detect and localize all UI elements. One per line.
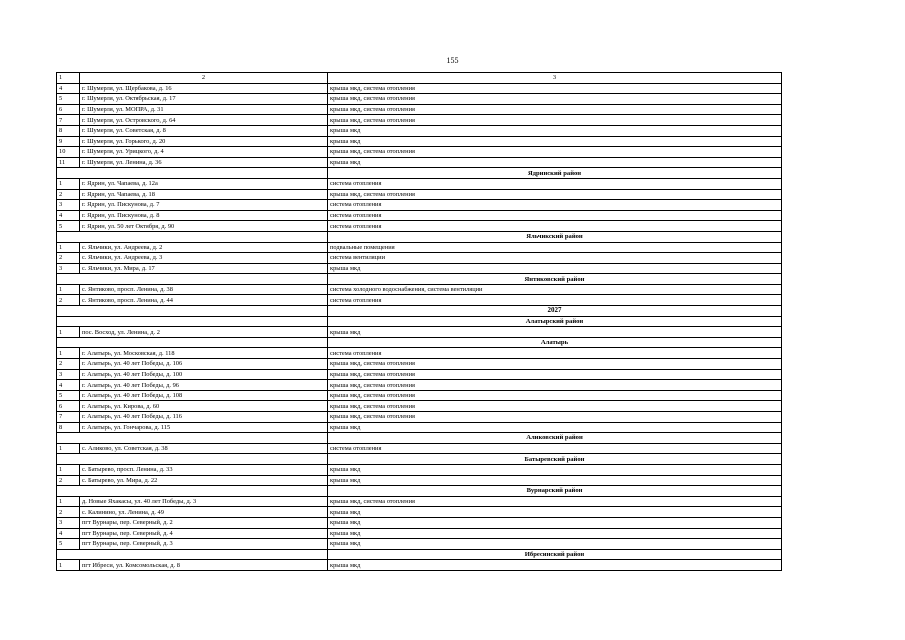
table-row	[57, 284, 782, 295]
address-cell: с. Янтиково, просп. Ленина, д. 44	[80, 295, 328, 306]
district-section-row	[57, 433, 782, 444]
works-cell: крыша мкд, система отопления	[328, 104, 782, 115]
works-cell: крыша мкд	[328, 528, 782, 539]
district-heading: Алатырь	[328, 337, 782, 348]
table-row	[57, 115, 782, 126]
row-number-cell: 1	[57, 242, 80, 253]
address-cell: г. Шумерля, ул. МОПРА, д. 31	[80, 104, 328, 115]
address-cell: г. Ядрин, ул. Пискунова, д. 8	[80, 210, 328, 221]
address-cell: г. Шумерля, ул. Октябрьская, д. 17	[80, 94, 328, 105]
row-number-cell: 1	[57, 464, 80, 475]
works-cell: крыша мкд	[328, 263, 782, 274]
address-cell: г. Алатырь, ул. 40 лет Победы, д. 108	[80, 390, 328, 401]
table-row	[57, 200, 782, 211]
address-cell: с. Янтиково, просп. Ленина, д. 38	[80, 284, 328, 295]
address-cell: пгт Ибреси, ул. Комсомольская, д. 8	[80, 560, 328, 571]
address-cell: г. Шумерля, ул. Горького, д. 20	[80, 136, 328, 147]
district-heading: Вурнарский район	[328, 486, 782, 497]
row-number-cell: 8	[57, 125, 80, 136]
row-number-cell: 2	[57, 253, 80, 264]
works-cell: система отопления	[328, 295, 782, 306]
column-number-3: 3	[328, 73, 782, 84]
year-row	[57, 306, 782, 317]
table-row	[57, 528, 782, 539]
address-cell: г. Алатырь, ул. Московская, д. 118	[80, 348, 328, 359]
column-number-row	[57, 73, 782, 84]
works-cell: крыша мкд, система отопления	[328, 380, 782, 391]
works-cell: система отопления	[328, 348, 782, 359]
table-row	[57, 390, 782, 401]
district-section-row	[57, 274, 782, 285]
district-section-row	[57, 316, 782, 327]
district-heading: Ядринский район	[328, 168, 782, 179]
address-cell: г. Алатырь, ул. Кирова, д. 60	[80, 401, 328, 412]
table-row	[57, 221, 782, 232]
works-cell: крыша мкд	[328, 539, 782, 550]
row-number-cell: 1	[57, 327, 80, 338]
works-cell: крыша мкд	[328, 157, 782, 168]
district-heading: Батыревский район	[328, 454, 782, 465]
table-row	[57, 464, 782, 475]
row-number-cell: 1	[57, 496, 80, 507]
works-cell: крыша мкд, система отопления	[328, 412, 782, 423]
table-row	[57, 348, 782, 359]
table-row	[57, 295, 782, 306]
table-row	[57, 83, 782, 94]
table-row	[57, 496, 782, 507]
works-cell: крыша мкд	[328, 475, 782, 486]
address-cell: д. Новые Яхакасы, ул. 40 лет Победы, д. 3	[80, 496, 328, 507]
empty-cell	[57, 549, 328, 560]
table-row	[57, 210, 782, 221]
row-number-cell: 1	[57, 560, 80, 571]
address-cell: с. Яльчики, ул. Мира, д. 17	[80, 263, 328, 274]
works-cell: крыша мкд, система отопления	[328, 189, 782, 200]
repair-schedule-table	[56, 72, 782, 571]
address-cell: г. Алатырь, ул. 40 лет Победы, д. 96	[80, 380, 328, 391]
empty-cell	[57, 486, 328, 497]
row-number-cell: 7	[57, 115, 80, 126]
address-cell: г. Ядрин, ул. 50 лет Октября, д. 90	[80, 221, 328, 232]
column-number-1: 1	[57, 73, 80, 84]
table-row	[57, 125, 782, 136]
row-number-cell: 2	[57, 507, 80, 518]
works-cell: крыша мкд	[328, 517, 782, 528]
address-cell: г. Ядрин, ул. Пискунова, д. 7	[80, 200, 328, 211]
works-cell: крыша мкд, система отопления	[328, 390, 782, 401]
works-cell: система вентиляции	[328, 253, 782, 264]
empty-cell	[57, 274, 328, 285]
table-row	[57, 517, 782, 528]
empty-cell	[57, 306, 328, 317]
address-cell: с. Батырево, ул. Мира, д. 22	[80, 475, 328, 486]
row-number-cell: 1	[57, 178, 80, 189]
empty-cell	[57, 454, 328, 465]
address-cell: г. Алатырь, ул. 40 лет Победы, д. 100	[80, 369, 328, 380]
row-number-cell: 9	[57, 136, 80, 147]
row-number-cell: 2	[57, 359, 80, 370]
works-cell: крыша мкд, система отопления	[328, 359, 782, 370]
works-cell: система отопления	[328, 443, 782, 454]
address-cell: г. Шумерля, ул. Советская, д. 8	[80, 125, 328, 136]
empty-cell	[57, 337, 328, 348]
district-section-row	[57, 168, 782, 179]
row-number-cell: 2	[57, 475, 80, 486]
works-cell: система отопления	[328, 221, 782, 232]
table-row	[57, 422, 782, 433]
row-number-cell: 1	[57, 443, 80, 454]
works-cell: крыша мкд	[328, 422, 782, 433]
row-number-cell: 11	[57, 157, 80, 168]
empty-cell	[57, 316, 328, 327]
address-cell: г. Шумерля, ул. Ленина, д. 36	[80, 157, 328, 168]
row-number-cell: 10	[57, 147, 80, 158]
works-cell: крыша мкд	[328, 125, 782, 136]
works-cell: крыша мкд, система отопления	[328, 94, 782, 105]
row-number-cell: 6	[57, 104, 80, 115]
table-row	[57, 443, 782, 454]
district-section-row	[57, 549, 782, 560]
table-row	[57, 412, 782, 423]
works-cell: крыша мкд	[328, 136, 782, 147]
works-cell: система холодного водоснабжения, система вентиляции	[328, 284, 782, 295]
address-cell: г. Шумерля, ул. Урицкого, д. 4	[80, 147, 328, 158]
row-number-cell: 5	[57, 94, 80, 105]
address-cell: г. Ядрин, ул. Чапаева, д. 12а	[80, 178, 328, 189]
row-number-cell: 3	[57, 517, 80, 528]
table-row	[57, 475, 782, 486]
table-row	[57, 401, 782, 412]
table-row	[57, 189, 782, 200]
address-cell: г. Алатырь, ул. 40 лет Победы, д. 116	[80, 412, 328, 423]
row-number-cell: 2	[57, 295, 80, 306]
address-cell: с. Яльчики, ул. Андреева, д. 3	[80, 253, 328, 264]
works-cell: крыша мкд, система отопления	[328, 369, 782, 380]
works-cell: крыша мкд	[328, 507, 782, 518]
address-cell: с. Аликово, ул. Советская, д. 38	[80, 443, 328, 454]
table-row	[57, 136, 782, 147]
row-number-cell: 6	[57, 401, 80, 412]
address-cell: пгт Вурнары, пер. Северный, д. 4	[80, 528, 328, 539]
works-cell: крыша мкд, система отопления	[328, 115, 782, 126]
address-cell: г. Шумерля, ул. Островского, д. 64	[80, 115, 328, 126]
row-number-cell: 5	[57, 539, 80, 550]
table-row	[57, 560, 782, 571]
district-heading: Аликовский район	[328, 433, 782, 444]
works-cell: крыша мкд, система отопления	[328, 496, 782, 507]
works-cell: крыша мкд	[328, 464, 782, 475]
page-number: 155	[446, 56, 459, 65]
works-cell: крыша мкд	[328, 560, 782, 571]
row-number-cell: 5	[57, 390, 80, 401]
table-row	[57, 147, 782, 158]
row-number-cell: 4	[57, 210, 80, 221]
address-cell: пос. Восход, ул. Ленина, д. 2	[80, 327, 328, 338]
table-row	[57, 359, 782, 370]
table-row	[57, 242, 782, 253]
row-number-cell: 8	[57, 422, 80, 433]
empty-cell	[57, 231, 328, 242]
row-number-cell: 7	[57, 412, 80, 423]
works-cell: крыша мкд, система отопления	[328, 401, 782, 412]
address-cell: г. Шумерля, ул. Щербакова, д. 16	[80, 83, 328, 94]
row-number-cell: 5	[57, 221, 80, 232]
address-cell: г. Ядрин, ул. Чапаева, д. 18	[80, 189, 328, 200]
district-section-row	[57, 231, 782, 242]
works-cell: крыша мкд	[328, 327, 782, 338]
table-row	[57, 178, 782, 189]
district-heading: Янтиковский район	[328, 274, 782, 285]
table-row	[57, 507, 782, 518]
address-cell: с. Яльчики, ул. Андреева, д. 2	[80, 242, 328, 253]
address-cell: с. Калинино, ул. Ленина, д. 49	[80, 507, 328, 518]
address-cell: г. Алатырь, ул. 40 лет Победы, д. 106	[80, 359, 328, 370]
address-cell: с. Батырево, просп. Ленина, д. 33	[80, 464, 328, 475]
table-row	[57, 94, 782, 105]
row-number-cell: 1	[57, 284, 80, 295]
address-cell: г. Алатырь, ул. Гончарова, д. 115	[80, 422, 328, 433]
works-cell: система отопления	[328, 200, 782, 211]
table-row	[57, 104, 782, 115]
empty-cell	[57, 433, 328, 444]
works-cell: крыша мкд, система отопления	[328, 147, 782, 158]
row-number-cell: 2	[57, 189, 80, 200]
year-heading: 2027	[328, 306, 782, 317]
district-heading: Ибресинский район	[328, 549, 782, 560]
table-row	[57, 157, 782, 168]
works-cell: система отопления	[328, 178, 782, 189]
district-heading: Яльчикский район	[328, 231, 782, 242]
row-number-cell: 4	[57, 380, 80, 391]
works-cell: подвальные помещения	[328, 242, 782, 253]
row-number-cell: 3	[57, 200, 80, 211]
works-cell: система отопления	[328, 210, 782, 221]
district-heading: Алатырский район	[328, 316, 782, 327]
row-number-cell: 1	[57, 348, 80, 359]
address-cell: пгт Вурнары, пер. Северный, д. 2	[80, 517, 328, 528]
district-section-row	[57, 486, 782, 497]
table-row	[57, 253, 782, 264]
table-body	[57, 73, 782, 571]
empty-cell	[57, 168, 328, 179]
row-number-cell: 4	[57, 528, 80, 539]
district-section-row	[57, 454, 782, 465]
row-number-cell: 3	[57, 369, 80, 380]
district-section-row	[57, 337, 782, 348]
works-cell: крыша мкд, система отопления	[328, 83, 782, 94]
table-row	[57, 327, 782, 338]
table-row	[57, 539, 782, 550]
row-number-cell: 4	[57, 83, 80, 94]
table-row	[57, 369, 782, 380]
row-number-cell: 3	[57, 263, 80, 274]
table-row	[57, 263, 782, 274]
column-number-2: 2	[80, 73, 328, 84]
address-cell: пгт Вурнары, пер. Северный, д. 3	[80, 539, 328, 550]
table-row	[57, 380, 782, 391]
